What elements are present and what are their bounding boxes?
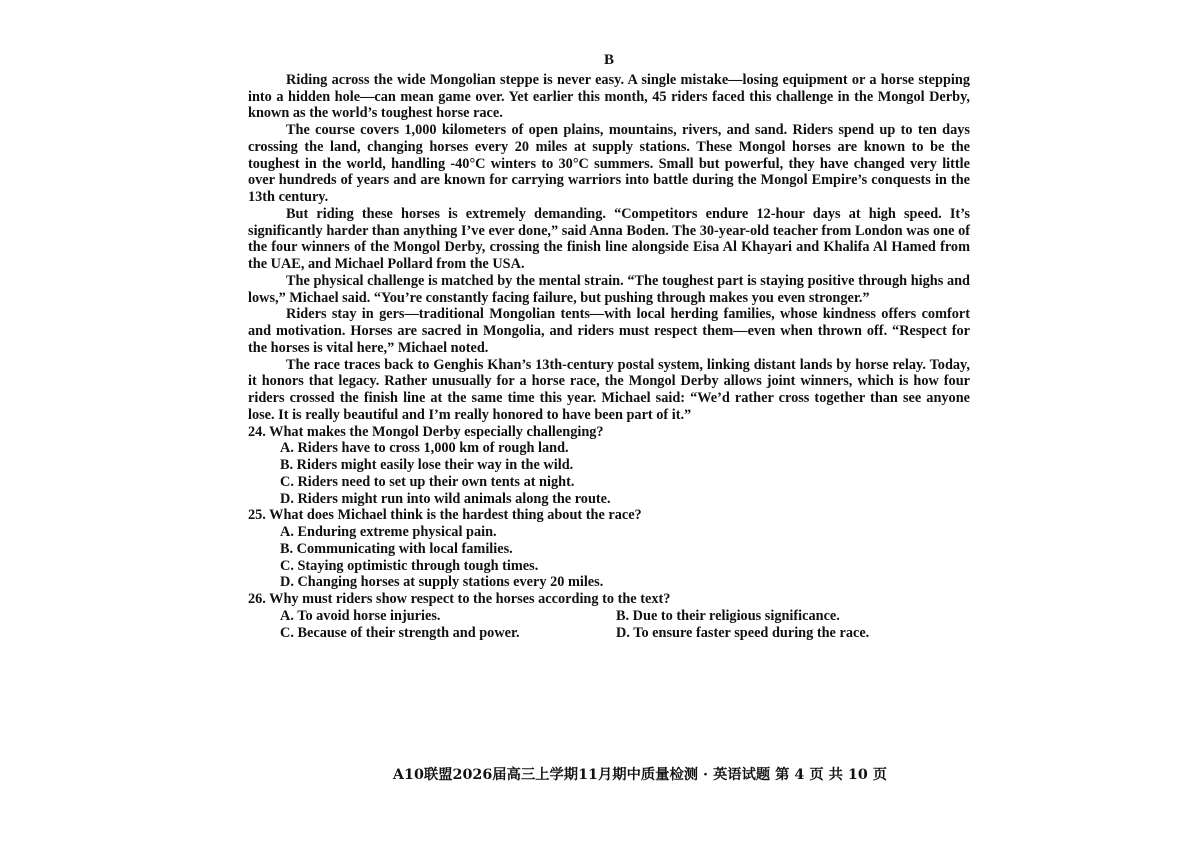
question-26 <box>248 591 970 641</box>
exam-page <box>248 52 970 641</box>
question-24 <box>248 424 970 508</box>
question-stem: 25. What does Michael think is the hardest thing about the race? <box>248 507 642 524</box>
option-c: C. Riders need to set up their own tents at night. <box>280 473 575 490</box>
option-c: C. Staying optimistic through tough times. <box>280 557 539 574</box>
question-stem: 26. Why must riders show respect to the horses according to the text? <box>248 591 671 607</box>
option-b: B. Communicating with local families. <box>280 540 513 557</box>
passage-paragraph: The physical challenge is matched by the mental strain. “The toughest part is staying positive through highs and lows,” Michael said. “You’re constantly facing failure, but pushing through makes you even stronger.” <box>248 272 970 306</box>
passage-paragraph: The course covers 1,000 kilometers of open plains, mountains, rivers, and sand. Riders spend up to ten days crossing the land, changing horses every 20 miles at supply stations. These Mongol horses are known to be the toughest in the world, handling -40°C winters to 30°C summers. Small but powerful, they have changed very little over hundreds of years and are known for carrying warriors into battle during the Mongol Empire’s conquests in the 13th century. <box>248 122 970 205</box>
option-row <box>280 625 970 642</box>
option-row <box>280 608 970 625</box>
page-footer: A10联盟2026届高三上学期11月期中质量检测 · 英语试题 第 4 页 共 10 页 <box>392 767 888 783</box>
passage-paragraph: Riders stay in gers—traditional Mongolian tents—with local herding families, whose kindness offers comfort and motivation. Horses are sacred in Mongolia, and riders must respect them—even when thrown off. “Respect for the horses is vital here,” Michael noted. <box>248 306 970 356</box>
option-a: A. Enduring extreme physical pain. <box>280 524 497 540</box>
question-25 <box>248 507 970 591</box>
passage-paragraph: The race traces back to Genghis Khan’s 13th-century postal system, linking distant lands by horse relay. Today, it honors that legacy. Rather unusually for a horse race, the Mongol Derby allows joint winners, which is how four riders crossed the finish line at the same time this year. Michael said: “We’d rather cross together than see anyone lose. It is really beautiful and I’m really honored to have been part of it.” <box>248 356 970 423</box>
reading-passage <box>248 72 970 424</box>
option-d: D. To ensure faster speed during the race. <box>616 624 870 641</box>
section-title: B <box>603 52 614 68</box>
question-stem: 24. What makes the Mongol Derby especially challenging? <box>248 423 604 440</box>
option-d: D. Riders might run into wild animals along the route. <box>280 490 611 507</box>
option-a: A. Riders have to cross 1,000 km of rough land. <box>280 440 569 457</box>
passage-paragraph: But riding these horses is extremely demanding. “Competitors endure 12-hour days at high speed. It’s significantly harder than anything I’ve ever done,” said Anna Boden. The 30-year-old teacher from London was one of the four winners of the Mongol Derby, crossing the finish line alongside Eisa Al Khayari and Khalifa Al Hamed from the UAE, and Michael Pollard from the USA. <box>248 205 970 272</box>
option-b: B. Riders might easily lose their way in the wild. <box>280 457 574 473</box>
option-c: C. Because of their strength and power. <box>280 624 520 641</box>
option-d: D. Changing horses at supply stations every 20 miles. <box>280 574 604 591</box>
option-b: B. Due to their religious significance. <box>616 607 840 624</box>
option-a: A. To avoid horse injuries. <box>280 607 441 624</box>
passage-paragraph: Riding across the wide Mongolian steppe is never easy. A single mistake—losing equipment or a horse stepping into a hidden hole—can mean game over. Yet earlier this month, 45 riders faced this challenge in the Mongol Derby, known as the world’s toughest horse race. <box>248 71 970 122</box>
